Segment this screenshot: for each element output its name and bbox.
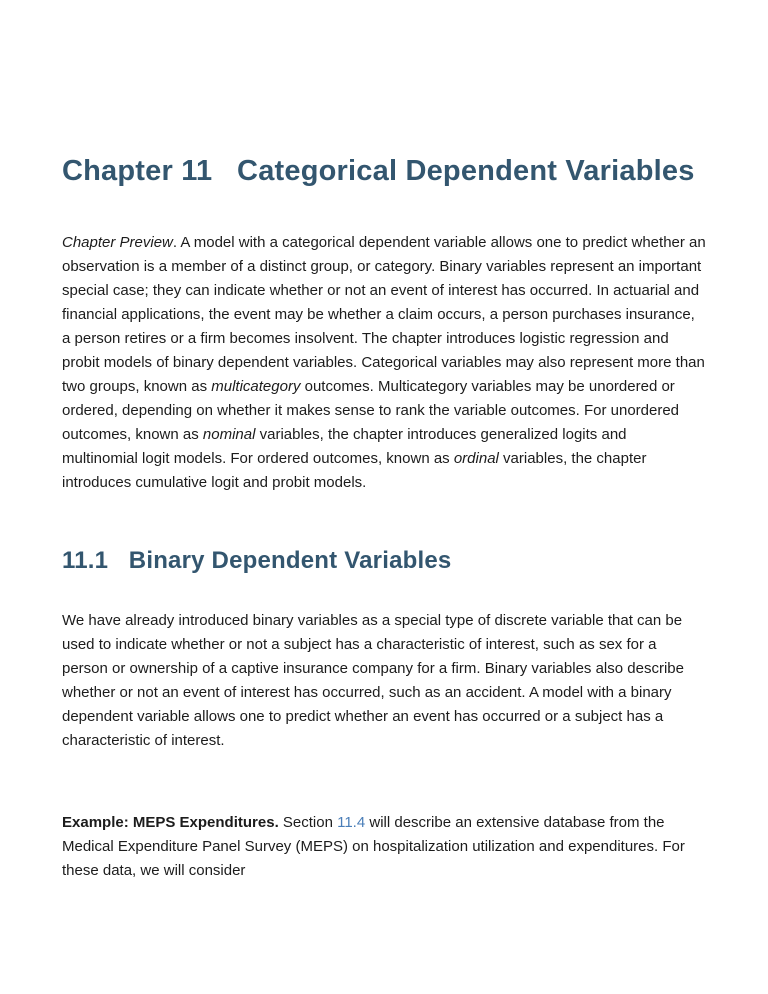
text-run: Example: MEPS Expenditures. — [62, 813, 279, 831]
section-heading-11-1: 11.1 Binary Dependent Variables — [62, 546, 452, 574]
text-run: . A model with a categorical dependent variable allows one to predict whether an observation is a member of a distinct group, or category. Binary variables represent an important special case; they can indicate whether or not an event of interest has occurred. In actuarial and financial applications, the event may be whether a claim occurs, a person purchases insurance, a person retires or a firm becomes insolvent. The chapter introduces logistic regression and probit models of binary dependent variables. Categorical variables may also represent more than two groups, known as — [62, 233, 706, 395]
text-run: Section — [278, 813, 338, 831]
text-run: multicategory — [211, 377, 301, 395]
section-body-paragraph: We have already introduced binary variables as a special type of discrete variable that can be used to indicate whether or not a subject has a characteristic of interest, such as sex for a person or ownership of a captive insurance company for a firm. Binary variables also describe whether or not an event of interest has occurred, such as an accident. A model with a binary dependent variable allows one to predict whether an event has occurred or a subject has a characteristic of interest. — [62, 611, 684, 749]
example-meps-paragraph — [62, 811, 706, 883]
chapter-preview-paragraph — [62, 231, 706, 495]
text-run: variables, the chapter introduces generalized logits and multinomial logit models. For ordered outcomes, known as — [62, 425, 627, 467]
text-run: outcomes. Multicategory variables may be unordered or ordered, depending on whether it makes sense to rank the variable outcomes. For unordered outcomes, known as — [62, 377, 680, 443]
section-11-4-link[interactable]: 11.4 — [337, 813, 366, 831]
text-run: variables, the chapter introduces cumulative logit and probit models. — [62, 449, 647, 491]
text-run: will describe an extensive database from the Medical Expenditure Panel Survey (MEPS) on hospitalization utilization and expenditures. For these data, we will consider — [62, 813, 685, 879]
chapter-title: Chapter 11 Categorical Dependent Variables — [62, 155, 695, 187]
text-run: Chapter Preview — [62, 233, 173, 251]
text-run: ordinal — [453, 449, 499, 467]
text-run: nominal — [202, 425, 256, 443]
